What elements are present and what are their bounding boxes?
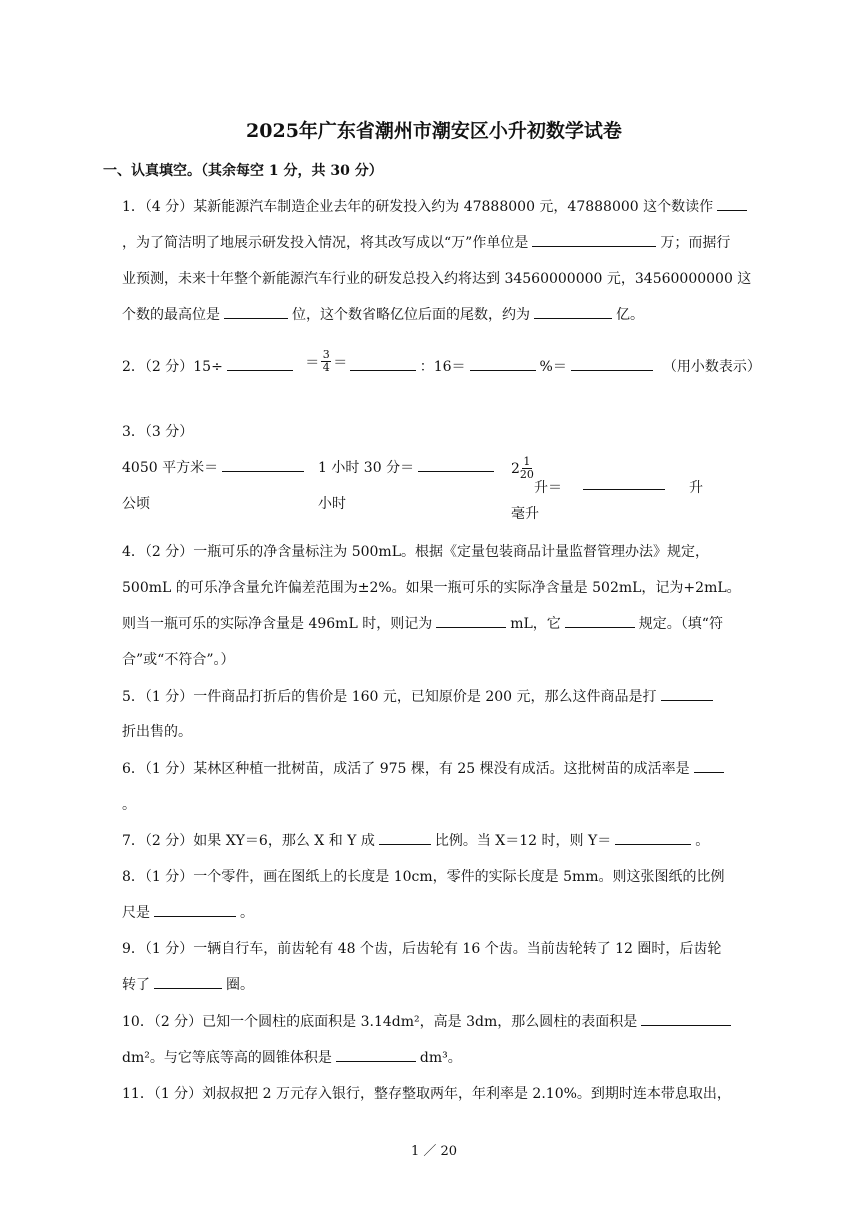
question-2	[122, 348, 767, 376]
q1-text-2a: ，为了简洁明了地展示研发投入情况，将其改写成以“万”作单位是	[122, 235, 529, 251]
q9-blank-1[interactable]	[154, 976, 222, 989]
q2-text-a: 2．（2 分）15÷	[122, 359, 223, 375]
q5-blank-1[interactable]	[661, 688, 713, 701]
q10-blank-2[interactable]	[336, 1049, 416, 1062]
q2-blank-4[interactable]	[571, 358, 653, 371]
question-9-line-1: 9．（1 分）一辆自行车，前齿轮有 48 个齿，后齿轮有 16 个齿。当前齿轮转了 12 圈时，后齿轮	[122, 941, 722, 957]
q2-equals-2: ＝	[333, 354, 348, 371]
q1-blank-1[interactable]	[717, 198, 747, 211]
q7-text-b: 比例。当 X＝12 时，则 Y＝	[434, 833, 612, 849]
q7-text-c: 。	[695, 833, 710, 849]
q3-mixed-fraction	[520, 456, 534, 481]
q10-text-1: 10．（2 分）已知一个圆柱的底面积是 3.14dm²，高是 3dm，那么圆柱的表面积是	[122, 1014, 638, 1030]
q7-blank-1[interactable]	[379, 832, 431, 845]
q1-blank-4[interactable]	[534, 306, 612, 319]
q3-mixed-whole: 2	[511, 460, 520, 477]
question-6-line-2: 。	[122, 797, 136, 813]
q1-blank-2[interactable]	[532, 234, 656, 247]
q3-unit-c2: 升	[689, 480, 703, 496]
section-heading: 一、认真填空。（其余每空 1 分，共 30 分）	[103, 163, 383, 179]
q3-blank-1[interactable]	[222, 459, 304, 472]
q4-blank-2[interactable]	[565, 615, 635, 628]
q6-text-1: 6．（1 分）某林区种植一批树苗，成活了 975 棵，有 25 棵没有成活。这批树苗的成活率是	[122, 761, 690, 777]
question-10-line-2	[122, 1047, 767, 1067]
question-8-line-2	[122, 902, 767, 922]
q2-text-d: （用小数表示）	[662, 359, 761, 375]
question-11-line-1: 11．（1 分）刘叔叔把 2 万元存入银行，整存整取两年，年利率是 2.10%。到期时连本带息取出，	[122, 1086, 731, 1102]
question-4-line-1: 4．（2 分）一瓶可乐的净含量标注为 500mL。根据《定量包装商品计量监督管理办法》规定，	[122, 544, 710, 560]
q4-text-3c: 规定。（填“符	[638, 616, 723, 632]
exam-title: 2025年广东省潮州市潮安区小升初数学试卷	[246, 120, 622, 142]
q3-blank-2[interactable]	[418, 459, 494, 472]
q2-blank-2[interactable]	[350, 358, 416, 371]
q3-blank-3[interactable]	[583, 477, 665, 490]
q2-fraction	[321, 349, 331, 374]
q1-blank-3[interactable]	[224, 306, 288, 319]
q4-text-3a: 则当一瓶可乐的实际净含量是 496mL 时，则记为	[122, 616, 433, 632]
question-6-line-1	[122, 758, 767, 778]
q7-blank-2[interactable]	[615, 832, 691, 845]
question-4-line-2: 500mL 的可乐净含量允许偏差范围为±2%。如果一瓶可乐的实际净含量是 502mL，记为+2mL。	[122, 580, 741, 596]
q1-text-2b: 万；而据行	[660, 235, 731, 251]
question-1-line-2	[122, 232, 767, 252]
q8-text-2b: 。	[240, 905, 254, 921]
q3-part-c-number	[511, 456, 534, 481]
q7-text-a: 7．（2 分）如果 XY＝6，那么 X 和 Y 成	[122, 833, 375, 849]
page-number: 1 ／ 20	[410, 1144, 458, 1159]
q4-blank-1[interactable]	[436, 615, 506, 628]
question-4-line-3	[122, 613, 767, 633]
question-9-line-2	[122, 974, 767, 994]
q3-part-c-blank	[583, 477, 665, 494]
q9-text-2b: 圈。	[226, 977, 254, 993]
q2-blank-1[interactable]	[227, 358, 293, 371]
question-10-line-1	[122, 1011, 767, 1031]
q2-denominator: 4	[322, 361, 330, 374]
q2-text-c: %＝	[539, 359, 567, 375]
q1-text-1: 1．（4 分）某新能源汽车制造企业去年的研发投入约为 47888000 元，47888000 这个数读作	[122, 199, 714, 215]
question-5-line-2: 折出售的。	[122, 724, 192, 740]
q4-text-3b: mL，它	[510, 616, 561, 632]
q1-text-4b: 位，这个数省略亿位后面的尾数，约为	[292, 307, 530, 323]
q3-fraction-numerator: 1	[523, 455, 531, 468]
question-7	[122, 830, 767, 850]
q3-part-b	[318, 457, 498, 477]
question-1-line-4	[122, 304, 767, 324]
q9-text-2a: 转了	[122, 977, 150, 993]
q2-blank-3[interactable]	[470, 358, 536, 371]
q3-fraction-denominator: 20	[519, 468, 534, 481]
q5-text-1: 5．（1 分）一件商品打折后的售价是 160 元，已知原价是 200 元，那么这件商品是打	[122, 689, 657, 705]
question-4-line-4: 合”或“不符合”。）	[122, 652, 235, 668]
q2-equals-1: ＝	[305, 354, 320, 371]
question-3-heading: 3．（3 分）	[122, 424, 194, 440]
q8-blank-1[interactable]	[154, 904, 236, 917]
q3-unit-c3: 毫升	[511, 506, 539, 522]
q2-text-b: ：16＝	[419, 359, 466, 375]
question-1-line-1	[122, 196, 767, 216]
q10-blank-1[interactable]	[641, 1013, 731, 1026]
q10-text-2b: dm³。	[419, 1050, 462, 1066]
q1-text-4c: 亿。	[616, 307, 644, 323]
q6-blank-1[interactable]	[694, 760, 724, 773]
q3-unit-a: 公顷	[122, 496, 150, 512]
question-5-line-1	[122, 686, 767, 706]
question-8-line-1: 8．（1 分）一个零件，画在图纸上的长度是 10cm，零件的实际长度是 5mm。则这张图纸的比例	[122, 869, 725, 885]
question-1-line-3: 业预测，未来十年整个新能源汽车行业的研发总投入约将达到 34560000000 元，34560000000 这	[122, 271, 752, 287]
q3-text-b: 1 小时 30 分＝	[318, 460, 415, 476]
q3-unit-c1: 升＝	[534, 480, 562, 496]
q3-text-a: 4050 平方米＝	[122, 460, 219, 476]
q1-text-4a: 个数的最高位是	[122, 307, 220, 323]
q3-unit-b: 小时	[318, 496, 346, 512]
q3-part-a	[122, 457, 308, 477]
q10-text-2a: dm²。与它等底等高的圆锥体积是	[122, 1050, 332, 1066]
q2-numerator: 3	[322, 348, 330, 361]
q8-text-2a: 尺是	[122, 905, 150, 921]
